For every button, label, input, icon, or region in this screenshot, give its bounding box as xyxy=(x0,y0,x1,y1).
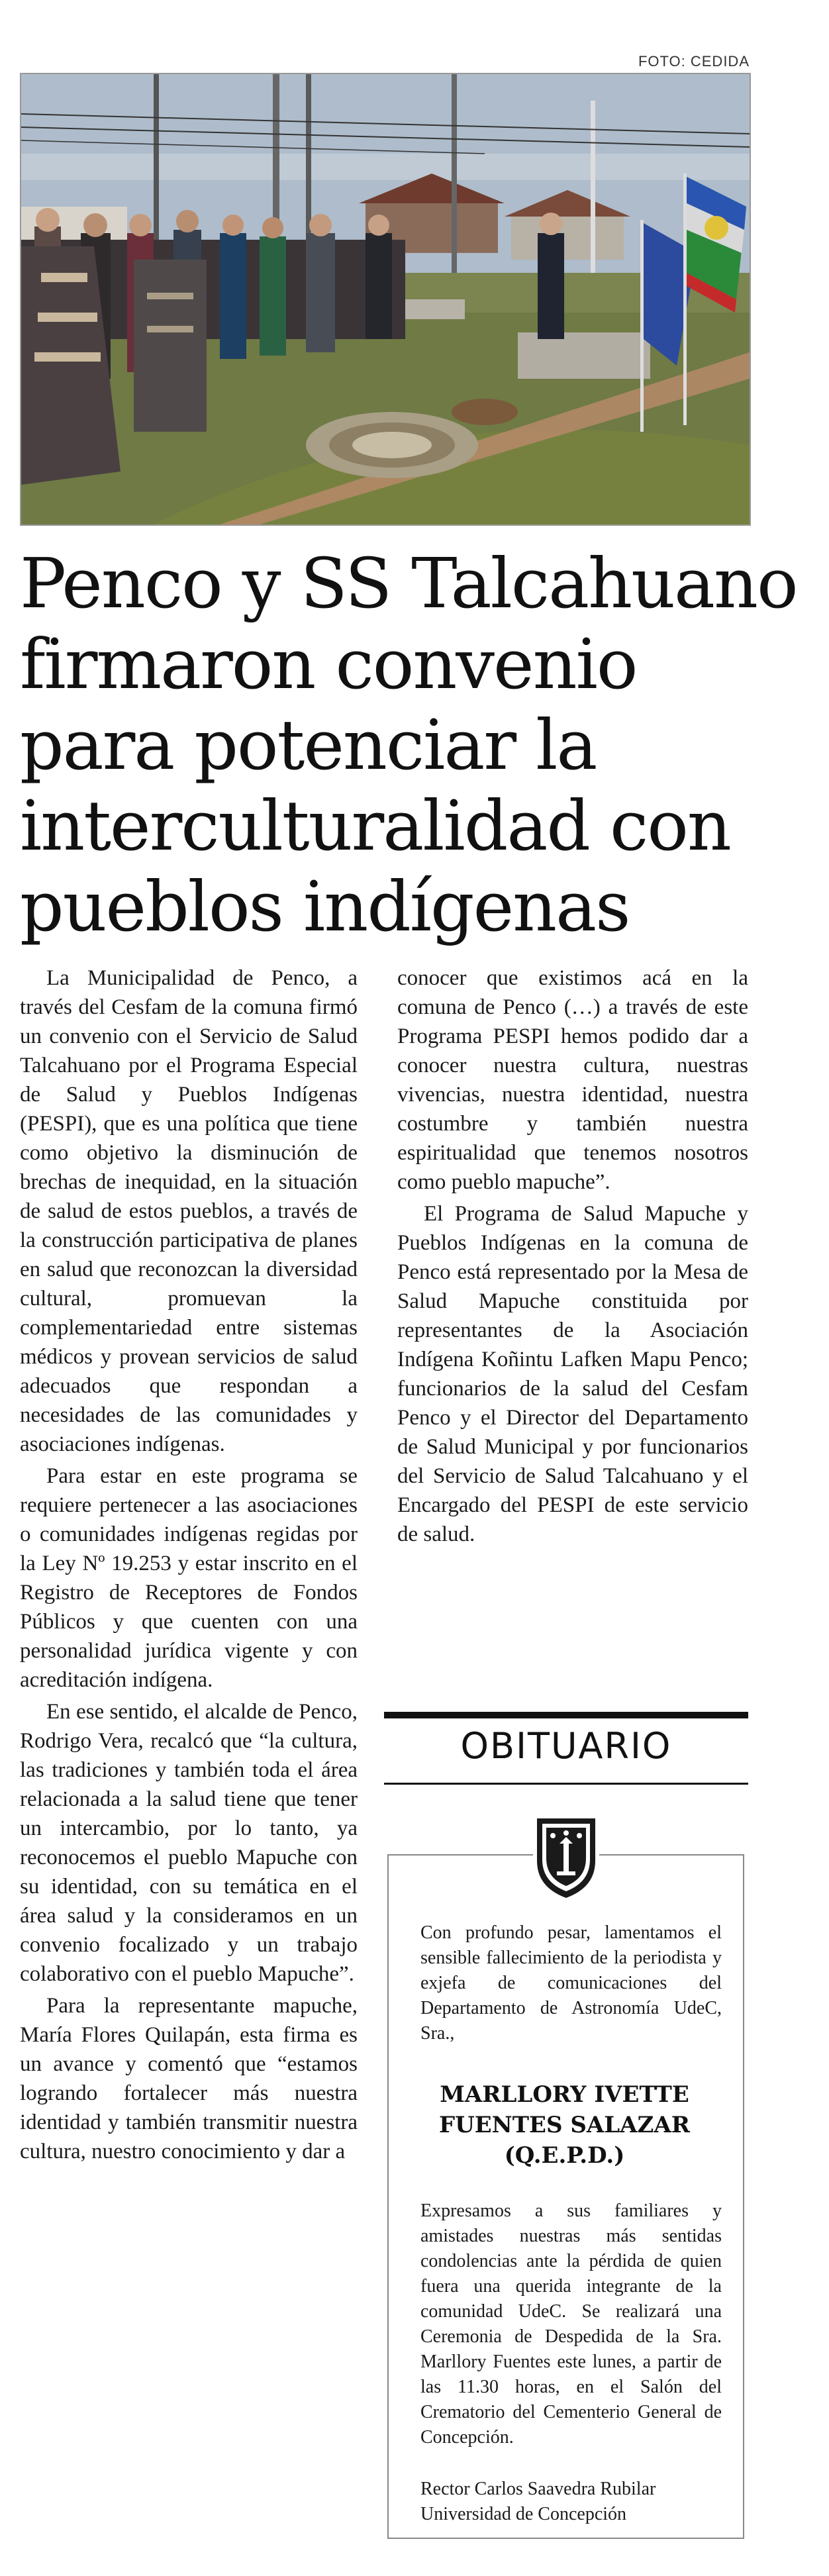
obituary-signature-line: Universidad de Concepción xyxy=(420,2504,627,2524)
article-headline: Penco y SS Talcahuano firmaron convenio para potenciar la interculturalidad con pueblos indígenas xyxy=(20,543,797,947)
article-photo xyxy=(20,73,751,526)
obituary-name-line: MARLLORY IVETTE xyxy=(440,2081,689,2108)
obituary-qepd: (Q.E.P.D.) xyxy=(504,2142,625,2169)
article-column-right xyxy=(397,964,748,1552)
article-paragraph: En ese sentido, el alcalde de Penco, Rodrigo Vera, recalcó que “la cultura, las tradiciones y también toda el área relacionada a la salud tiene que tener un intercambio, por lo tanto, ya reconocemos el pueblo Mapuche con su identidad, con su temática en el área salud y la consideramos en un convenio focalizado y un trabajo colaborativo con el pueblo Mapuche”. xyxy=(20,1700,358,1986)
obituary-signature xyxy=(420,2477,722,2527)
ceremony-photo-illustration xyxy=(21,74,750,524)
obituary-top-rule xyxy=(384,1712,748,1718)
article-paragraph: Para estar en este programa se requiere pertenecer a las asociaciones o comunidades indígenas regidas por la Ley Nº 19.253 y estar inscrito en el Registro de Receptores de Fondos Públicos y que cuenten con una personalidad jurídica vigente y con acreditación indígena. xyxy=(20,1464,358,1692)
article-paragraph: El Programa de Salud Mapuche y Pueblos Indígenas en la comuna de Penco está representado por la Mesa de Salud Mapuche constituida por representantes de la Asociación Indígena Koñintu Lafken Mapu Penco; funcionarios de la salud del Cesfam Penco y el Director del Departamento de Salud Municipal y por funcionarios del Servicio de Salud Talcahuano y el Encargado del PESPI de este servicio de salud. xyxy=(397,1202,748,1546)
obituary-body: Expresamos a sus familiares y amistades nuestras más sentidas condolencias ante la pérdida de quien fuera una querida integrante de la comunidad UdeC. Se realizará una Ceremonia de Despedida de la Sra. Marllory Fuentes este lunes, a partir de las 11.30 horas, en el Salón del Crematorio del Cementerio General de Concepción. xyxy=(420,2201,722,2448)
university-crest-icon xyxy=(533,1814,599,1901)
article-paragraph: Para la representante mapuche, María Flores Quilapán, esta firma es un avance y comentó que “estamos logrando fortalecer más nuestra identidad y también transmitir nuestra cultura, nuestro conocimiento y dar a xyxy=(20,1994,358,2163)
photo-credit: FOTO: CEDIDA xyxy=(638,53,750,70)
obituary-intro: Con profundo pesar, lamentamos el sensible fallecimiento de la periodista y exjefa de comunicaciones del Departamento de Astronomía UdeC, Sra., xyxy=(420,1922,722,2044)
obituary-title: OBITUARIO xyxy=(460,1725,672,1767)
article-paragraph: La Municipalidad de Penco, a través del Cesfam de la comuna firmó un convenio con el Servicio de Salud Talcahuano por el Programa Especial de Salud y Pueblos Indígenas (PESPI), que es una política que tiene como objetivo la disminución de brechas de inequidad, en la situación de salud de estos pueblos, a través de la construcción participativa de planes en salud que reconozcan la diversidad cultural, promuevan la complementariedad entre sistemas médicos y provean servicios de salud adecuados que respondan a necesidades de las comunidades y asociaciones indígenas. xyxy=(20,966,358,1456)
article-paragraph-continued: conocer que existimos acá en la comuna de Penco (…) a través de este Programa PESPI hemos podido dar a conocer nuestra cultura, nuestras vivencias, nuestra identidad, nuestra costumbre y también nuestra espiritualidad que tenemos nosotros como pueblo mapuche”. xyxy=(397,966,748,1194)
obituary-name-line: FUENTES SALAZAR xyxy=(438,2112,691,2138)
obituary-bottom-rule xyxy=(384,1783,748,1785)
article-column-left xyxy=(20,964,358,2169)
obituary-name xyxy=(397,2079,732,2171)
obituary-signature-line: Rector Carlos Saavedra Rubilar xyxy=(420,2479,656,2499)
